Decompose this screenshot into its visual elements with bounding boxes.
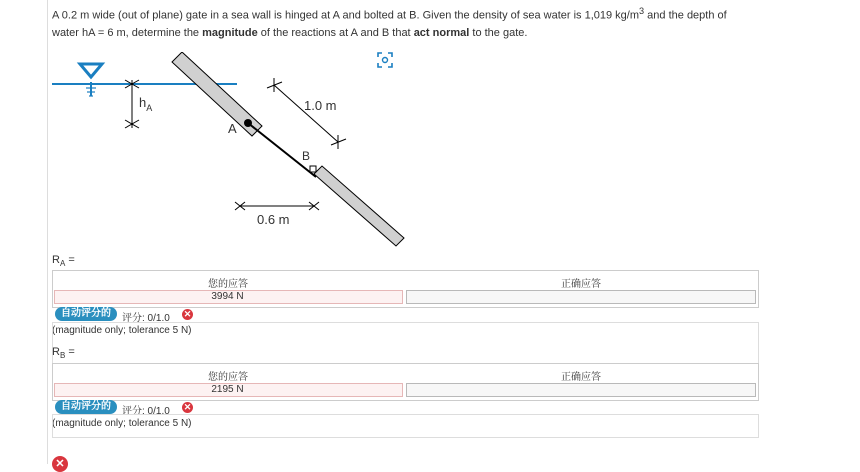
lower-gate-plate [314, 166, 404, 246]
rb-correct-answer-field [406, 383, 756, 397]
hinge-a [244, 119, 252, 127]
ra-your-answer-header: 您的应答 [208, 279, 248, 290]
ra-your-answer-value: 3994 N [211, 291, 244, 302]
ra-score: 评分: 0/1.0 [122, 313, 170, 324]
rb-note: (magnitude only; tolerance 5 N) [52, 418, 192, 429]
rb-note-box [52, 414, 759, 438]
offset-label: 0.6 m [257, 212, 290, 227]
depth-label: $h_A$ [139, 95, 153, 113]
rb-your-answer-value: 2195 N [211, 384, 244, 395]
overall-incorrect-icon: ✕ [52, 456, 68, 472]
bolt-b [310, 166, 316, 172]
rb-autograded-badge: 自动评分的 [55, 400, 117, 414]
ra-note: (magnitude only; tolerance 5 N) [52, 325, 192, 336]
water-level-icon [80, 64, 102, 96]
question-text: A 0.2 m wide (out of plane) gate in a sea wall is hinged at A and bolted at B. Given the density of sea water is 1,019 $kg/m^3$ and the depth of water hA = 6 m, determine the magnitude of the reactions at A and B that act normal to the gate. [52, 6, 727, 39]
ra-correct-answer-field [406, 290, 756, 304]
rb-score: 评分: 0/1.0 [122, 406, 170, 417]
rb-correct-answer-header: 正确应答 [561, 372, 601, 383]
length-dimension [267, 78, 346, 149]
ra-label: $R_A$ = [52, 254, 75, 269]
ra-incorrect-icon: ✕ [183, 309, 192, 319]
gate-diagram [52, 52, 452, 252]
depth-dimension [125, 80, 139, 128]
ra-autograded-badge: 自动评分的 [55, 307, 117, 321]
label-a: A [228, 121, 237, 136]
offset-dimension [235, 202, 319, 210]
rb-your-answer-header: 您的应答 [208, 372, 248, 383]
rb-label: $R_B$ = [52, 346, 75, 361]
length-label: 1.0 m [304, 98, 337, 113]
label-b: B [302, 149, 311, 163]
ra-correct-answer-header: 正确应答 [561, 279, 601, 290]
rb-incorrect-icon: ✕ [183, 402, 192, 412]
